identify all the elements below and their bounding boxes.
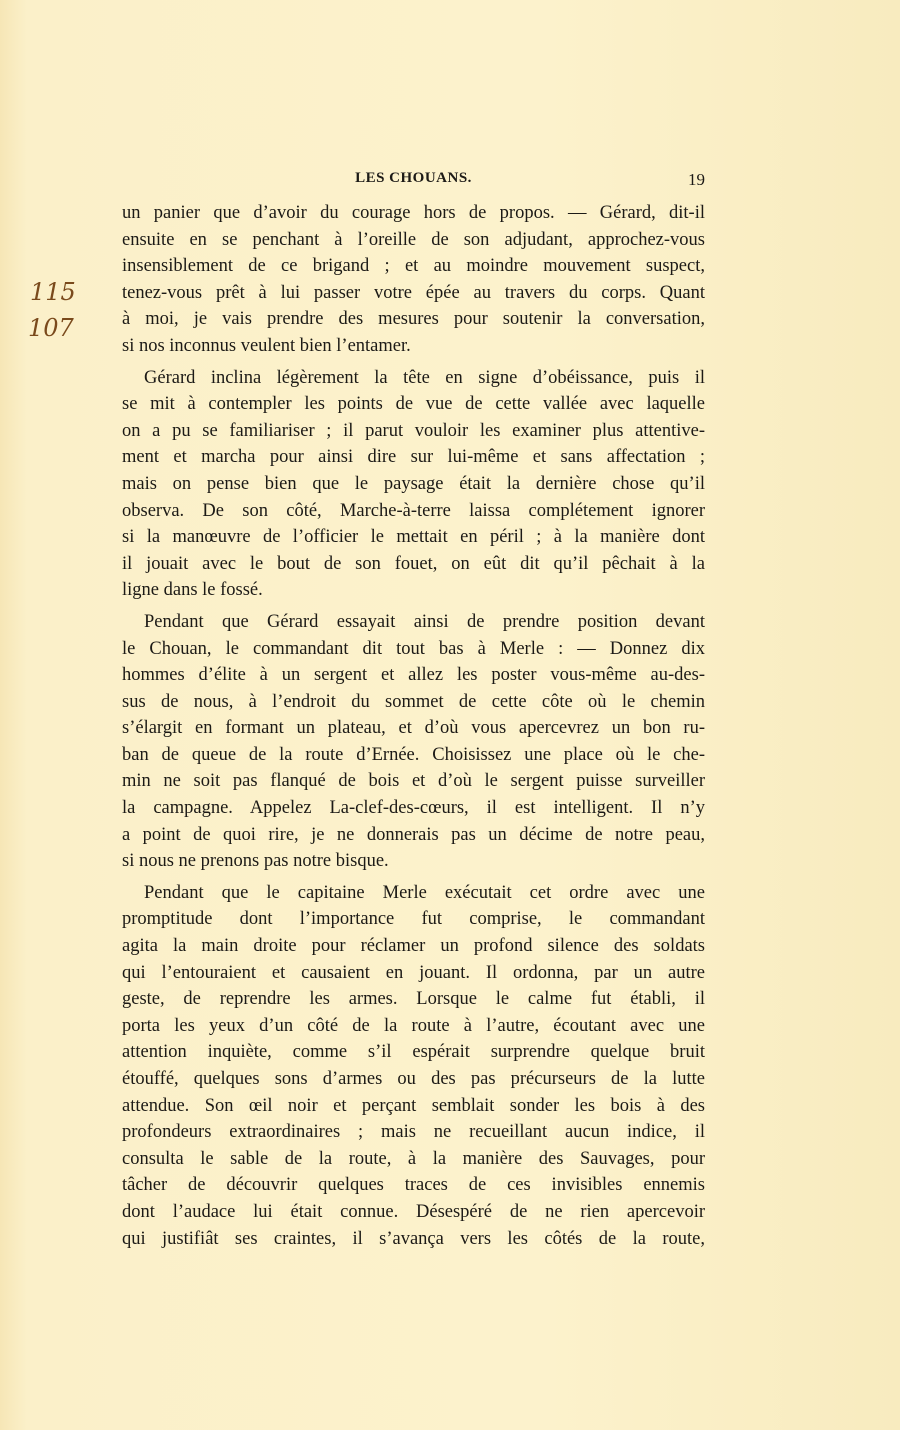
- text-line: consulta le sable de la route, à la manière des Sauvages, pour: [122, 1148, 705, 1169]
- text-line: tâcher de découvrir quelques traces de ces invisibles ennemis: [122, 1175, 705, 1196]
- paragraph: [122, 200, 705, 360]
- handwritten-note: 107: [28, 314, 74, 342]
- text-line: a point de quoi rire, je ne donnerais pas un décime de notre peau,: [122, 824, 705, 845]
- text-line: tenez-vous prêt à lui passer votre épée au travers du corps. Quant: [122, 282, 705, 303]
- text-line: qui justifiât ses craintes, il s’avança vers les côtés de la route,: [122, 1228, 705, 1249]
- text-line: si la manœuvre de l’officier le mettait en péril ; à la manière dont: [122, 527, 705, 548]
- text-line: la campagne. Appelez La-clef-des-cœurs, il est intelligent. Il n’y: [122, 798, 705, 819]
- text-line: agita la main droite pour réclamer un profond silence des soldats: [122, 936, 705, 957]
- page-number: 19: [688, 170, 705, 189]
- text-line: mais on pense bien que le paysage était la dernière chose qu’il: [122, 473, 705, 494]
- paragraph: [122, 609, 705, 875]
- text-line: le Chouan, le commandant dit tout bas à Merle : — Donnez dix: [122, 638, 705, 659]
- text-line: si nos inconnus veulent bien l’entamer.: [122, 335, 411, 356]
- text-line: attention inquiète, comme s’il espérait surprendre quelque bruit: [122, 1042, 705, 1063]
- text-line: un panier que d’avoir du courage hors de propos. — Gérard, dit-il: [122, 203, 705, 223]
- text-line: ensuite en se penchant à l’oreille de son adjudant, approchez-vous: [122, 229, 705, 250]
- text-line: on a pu se familiariser ; il parut vouloir les examiner plus attentive-: [122, 420, 705, 441]
- text-line: ment et marcha pour ainsi dire sur lui-même et sans affectation ;: [122, 447, 705, 468]
- text-line: ligne dans le fossé.: [122, 580, 263, 601]
- text-line: Pendant que Gérard essayait ainsi de prendre position devant: [144, 611, 705, 632]
- text-line: geste, de reprendre les armes. Lorsque le calme fut établi, il: [122, 989, 705, 1010]
- text-line: min ne soit pas flanqué de bois et d’où le sergent puisse surveiller: [122, 771, 705, 792]
- text-line: hommes d’élite à un sergent et allez les poster vous-même au-des-: [122, 665, 705, 686]
- text-line: promptitude dont l’importance fut comprise, le commandant: [122, 909, 705, 930]
- text-line: Pendant que le capitaine Merle exécutait cet ordre avec une: [144, 882, 705, 903]
- text-line: dont l’audace lui était connue. Désespéré de ne rien apercevoir: [122, 1201, 705, 1222]
- paragraph: [122, 880, 705, 1252]
- text-line: insensiblement de ce brigand ; et au moindre mouvement suspect,: [122, 256, 705, 277]
- text-line: Gérard inclina légèrement la tête en signe d’obéissance, puis il: [144, 367, 705, 388]
- paragraph: [122, 365, 705, 604]
- text-line: ban de queue de la route d’Ernée. Choisissez une place où le che-: [122, 744, 705, 765]
- handwritten-note: 115: [30, 278, 76, 306]
- text-line: observa. De son côté, Marche-à-terre laissa complétement ignorer: [122, 500, 705, 521]
- text-line: profondeurs extraordinaires ; mais ne recueillant aucun indice, il: [122, 1122, 705, 1143]
- text-line: porta les yeux d’un côté de la route à l’autre, écoutant avec une: [122, 1015, 705, 1036]
- text-line: étouffé, quelques sons d’armes ou des pas précurseurs de la lutte: [122, 1069, 705, 1089]
- text-line: à moi, je vais prendre des mesures pour soutenir la conversation,: [122, 309, 705, 330]
- text-line: attendue. Son œil noir et perçant semblait sonder les bois à des: [122, 1095, 705, 1116]
- page-body: [122, 200, 705, 1257]
- text-line: sus de nous, à l’endroit du sommet de cette côte où le chemin: [122, 691, 705, 712]
- running-title: LES CHOUANS.: [355, 170, 472, 186]
- text-line: qui l’entouraient et causaient en jouant. Il ordonna, par un autre: [122, 962, 705, 983]
- running-header: [122, 170, 705, 194]
- text-line: il jouait avec le bout de son fouet, on eût dit qu’il pêchait à la: [122, 553, 705, 574]
- text-line: se mit à contempler les points de vue de cette vallée avec laquelle: [122, 394, 705, 415]
- text-line: s’élargit en formant un plateau, et d’où vous apercevrez un bon ru-: [122, 718, 705, 739]
- text-line: si nous ne prenons pas notre bisque.: [122, 851, 389, 872]
